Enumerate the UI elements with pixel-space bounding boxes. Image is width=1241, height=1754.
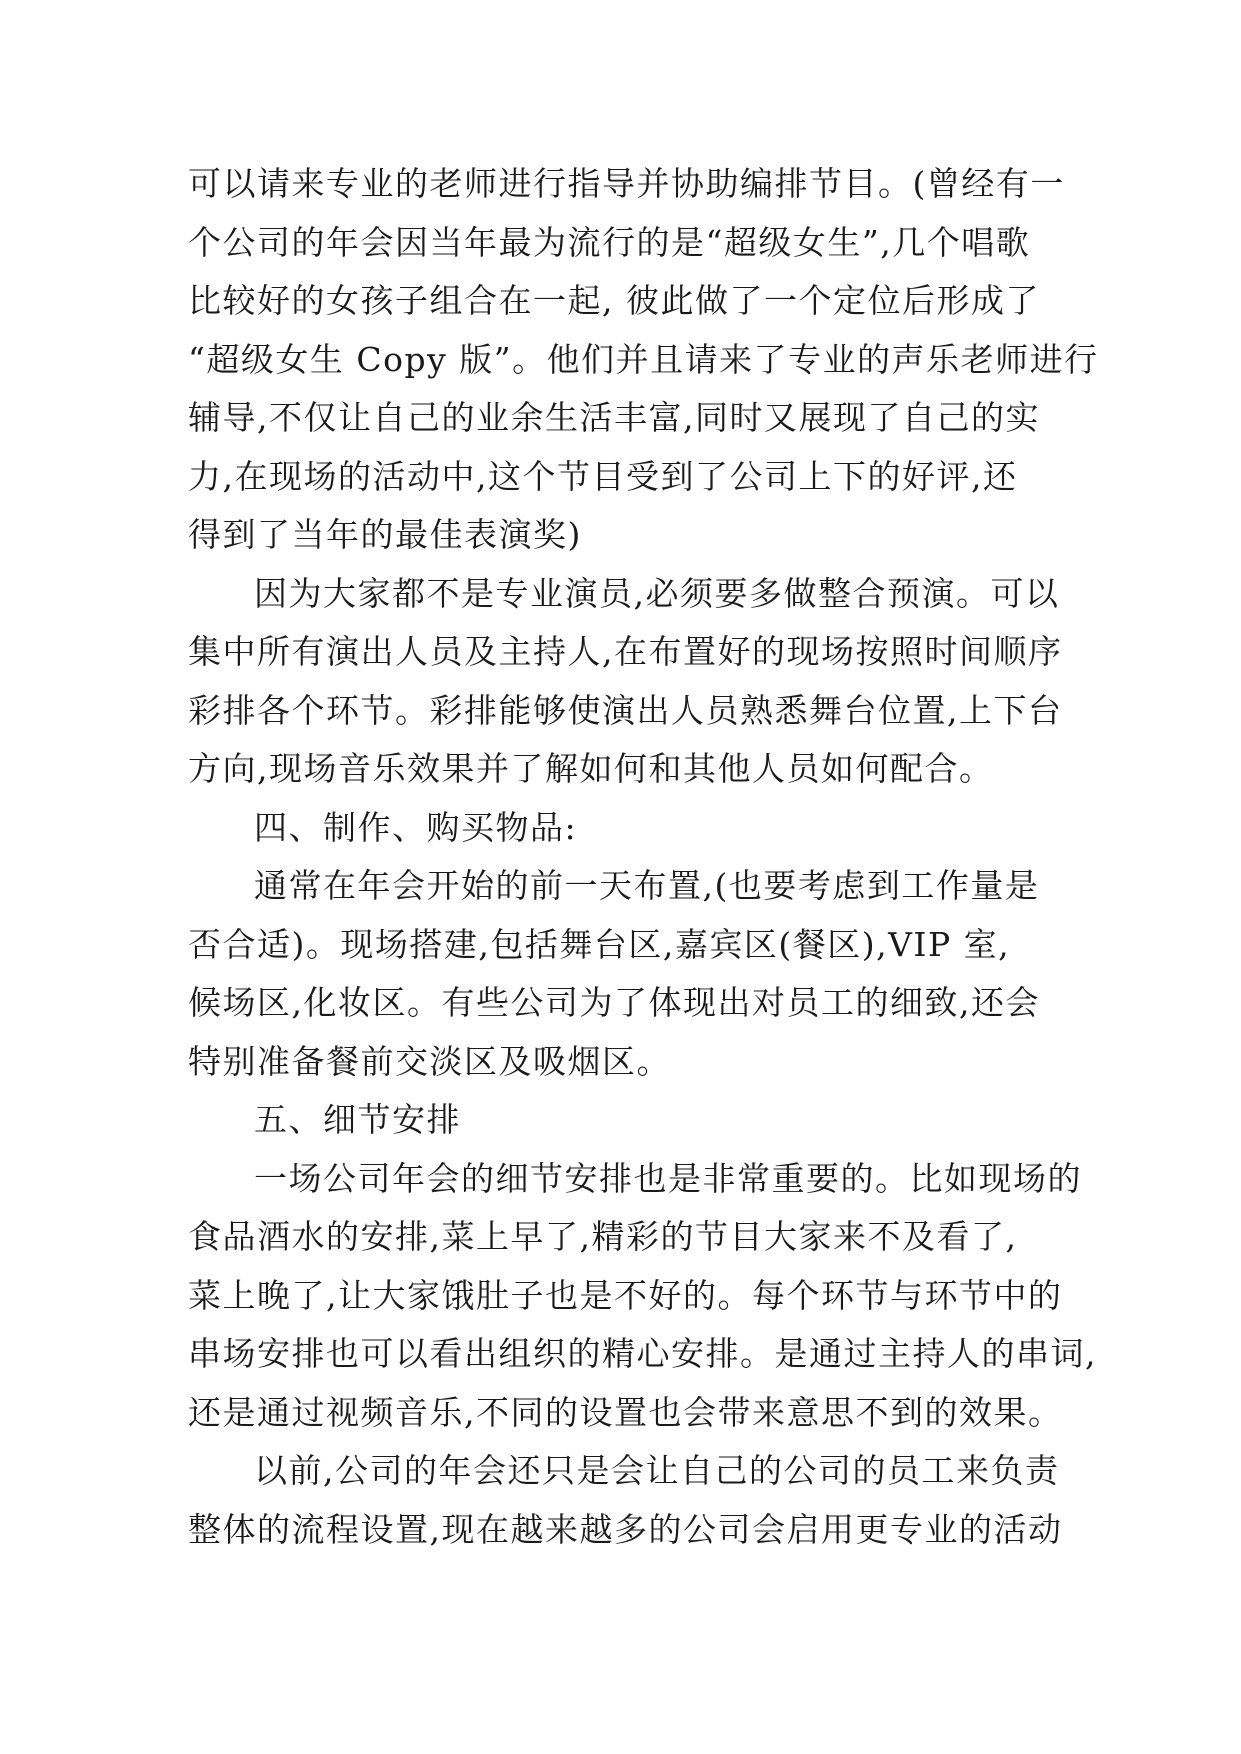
text-line: 菜上晚了,让大家饿肚子也是不好的。每个环节与环节中的 <box>188 1275 1063 1315</box>
paragraph-details <box>188 1150 1097 1443</box>
text-line: 得到了当年的最佳表演奖) <box>188 515 582 554</box>
text-line: 以前,公司的年会还只是会让自己的公司的员工来负责 <box>254 1451 1060 1490</box>
text-line: 整体的流程设置,现在越来越多的公司会启用更专业的活动 <box>188 1509 1063 1549</box>
text-line: 个公司的年会因当年最为流行的是“超级女生”,几个唱歌 <box>188 222 1031 262</box>
text-line: 因为大家都不是专业演员,必须要多做整合预演。可以 <box>254 573 1060 613</box>
text-line: 方向,现场音乐效果并了解如何和其他人员如何配合。 <box>188 749 994 788</box>
section-heading-four <box>188 799 1058 858</box>
text-line: 一场公司年会的细节安排也是非常重要的。比如现场的 <box>254 1158 1082 1198</box>
text-line: 五、细节安排 <box>254 1100 461 1139</box>
paragraph-setup <box>188 857 1058 1091</box>
text-line: 集中所有演出人员及主持人,在布置好的现场按照时间顺序 <box>188 632 1063 671</box>
text-line: 通常在年会开始的前一天布置,(也要考虑到工作量是 <box>254 866 1040 905</box>
text-line: 特别准备餐前交淡区及吸烟区。 <box>188 1041 671 1081</box>
text-line: 辅导,不仅让自己的业余生活丰富,同时又展现了自己的实 <box>188 398 1040 437</box>
text-line: “超级女生 Copy 版”。他们并且请来了专业的声乐老师进行 <box>188 339 1099 379</box>
paragraph-intro <box>188 155 1099 565</box>
text-line: 候场区,化妆区。有些公司为了体现出对员工的细致,还会 <box>188 983 1040 1022</box>
text-line: 比较好的女孩子组合在一起, 彼此做了一个定位后形成了 <box>188 281 1040 320</box>
text-line: 食品酒水的安排,菜上早了,精彩的节目大家来不及看了, <box>188 1217 1018 1256</box>
paragraph-rehearsal <box>188 565 1063 799</box>
text-line: 力,在现场的活动中,这个节目受到了公司上下的好评,还 <box>188 456 1018 496</box>
text-line: 四、制作、购买物品: <box>254 807 578 847</box>
text-line: 否合适)。现场搭建,包括舞台区,嘉宾区(餐区),VIP 室, <box>188 924 1011 964</box>
text-line: 可以请来专业的老师进行指导并协助编排节目。(曾经有一 <box>188 164 1065 203</box>
section-heading-five <box>188 1091 1058 1150</box>
text-line: 串场安排也可以看出组织的精心安排。是通过主持人的串词, <box>188 1334 1097 1373</box>
paragraph-outro <box>188 1442 1063 1559</box>
text-line: 彩排各个环节。彩排能够使演出人员熟悉舞台位置,上下台 <box>188 690 1063 730</box>
text-line: 还是通过视频音乐,不同的设置也会带来意思不到的效果。 <box>188 1392 1063 1432</box>
document-body <box>188 155 1099 1559</box>
